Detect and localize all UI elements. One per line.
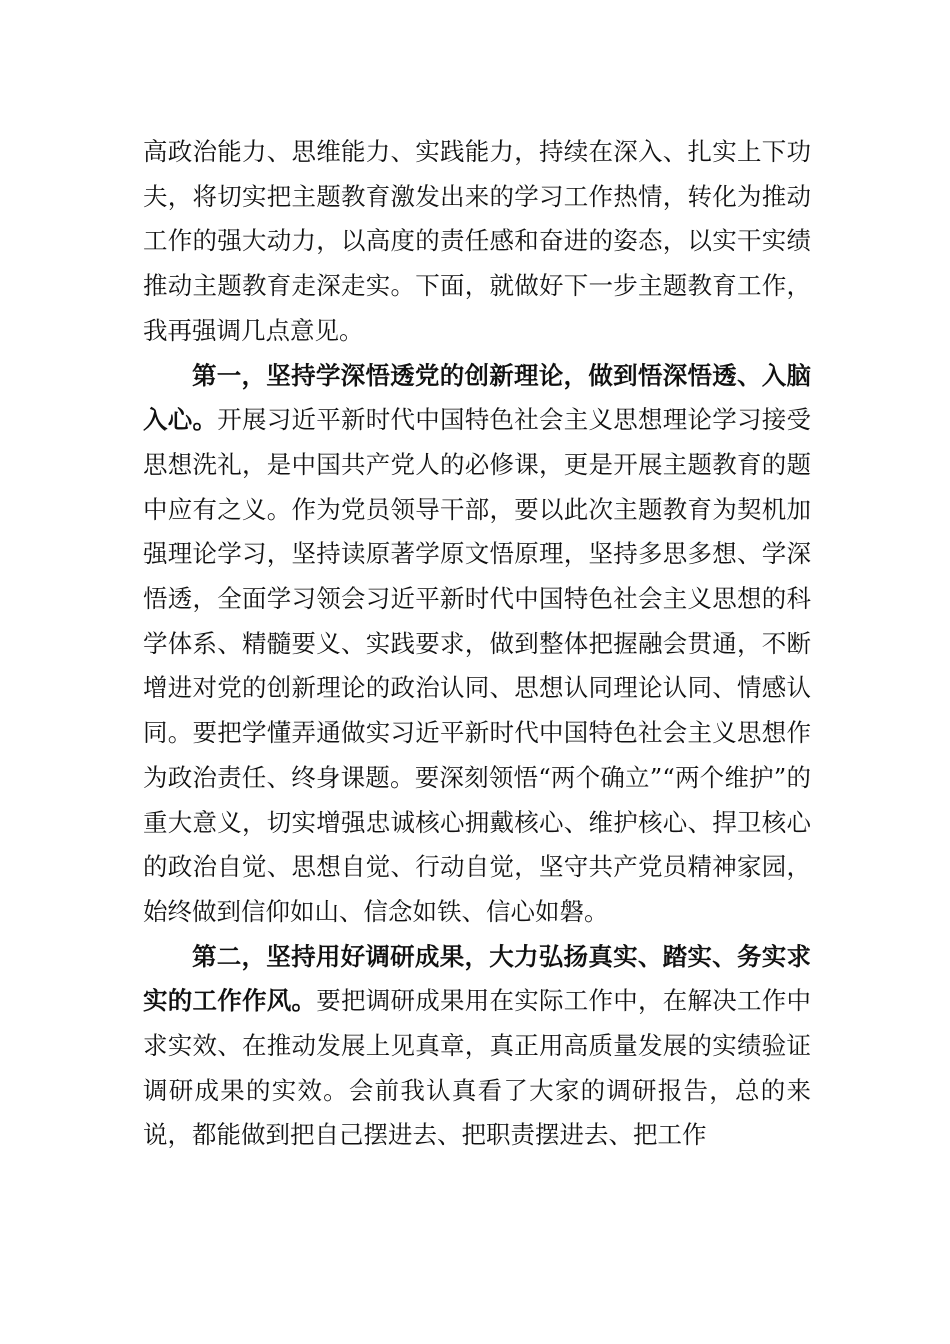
paragraph-text: 开展习近平新时代中国特色社会主义思想理论学习接受思想洗礼，是中国共产党人的必修课，更是开展主题教育的题中应有之义。作为党员领导干部，要以此次主题教育为契机加强理论学习，坚持读原著学原文悟原理，坚持多思多想、学深悟透，全面学习领会习近平新时代中国特色社会主义思想的科学体系、精髓要义、实践要求，做到整体把握融会贯通，不断增进对党的创新理论的政治认同、思想认同理论认同、情感认同。要把学懂弄通做实习近平新时代中国特色社会主义思想作为政治责任、终身课题。要深刻领悟“两个确立”“两个维护”的重大意义，切实增强忠诚核心拥戴核心、维护核心、捍卫核心的政治自觉、思想自觉、行动自觉，坚守共产党员精神家园，始终做到信仰如山、信念如铁、信心如磐。	[143, 405, 811, 926]
document-body	[143, 130, 811, 1158]
paragraph-text: 高政治能力、思维能力、实践能力，持续在深入、扎实上下功夫，将切实把主题教育激发出来的学习工作热情，转化为推动工作的强大动力，以高度的责任感和奋进的姿态，以实干实绩推动主题教育走深走实。下面，就做好下一步主题教育工作，我再强调几点意见。	[143, 137, 811, 345]
paragraph-heading: 第一，坚持学深悟透党的创新理论，做到悟深悟透、入脑入心。	[143, 360, 811, 435]
paragraph-point-two	[143, 935, 811, 1159]
paragraph-text: 要把调研成果用在实际工作中，在解决工作中求实效、在推动发展上见真章，真正用高质量发展的实绩验证调研成果的实效。会前我认真看了大家的调研报告，总的来说，都能做到把自己摆进去、把职责摆进去、把工作	[143, 986, 811, 1150]
paragraph-continuation	[143, 130, 811, 354]
paragraph-point-one	[143, 354, 811, 935]
paragraph-heading: 第二，坚持用好调研成果，大力弘扬真实、踏实、务实求实的工作作风。	[143, 941, 811, 1016]
